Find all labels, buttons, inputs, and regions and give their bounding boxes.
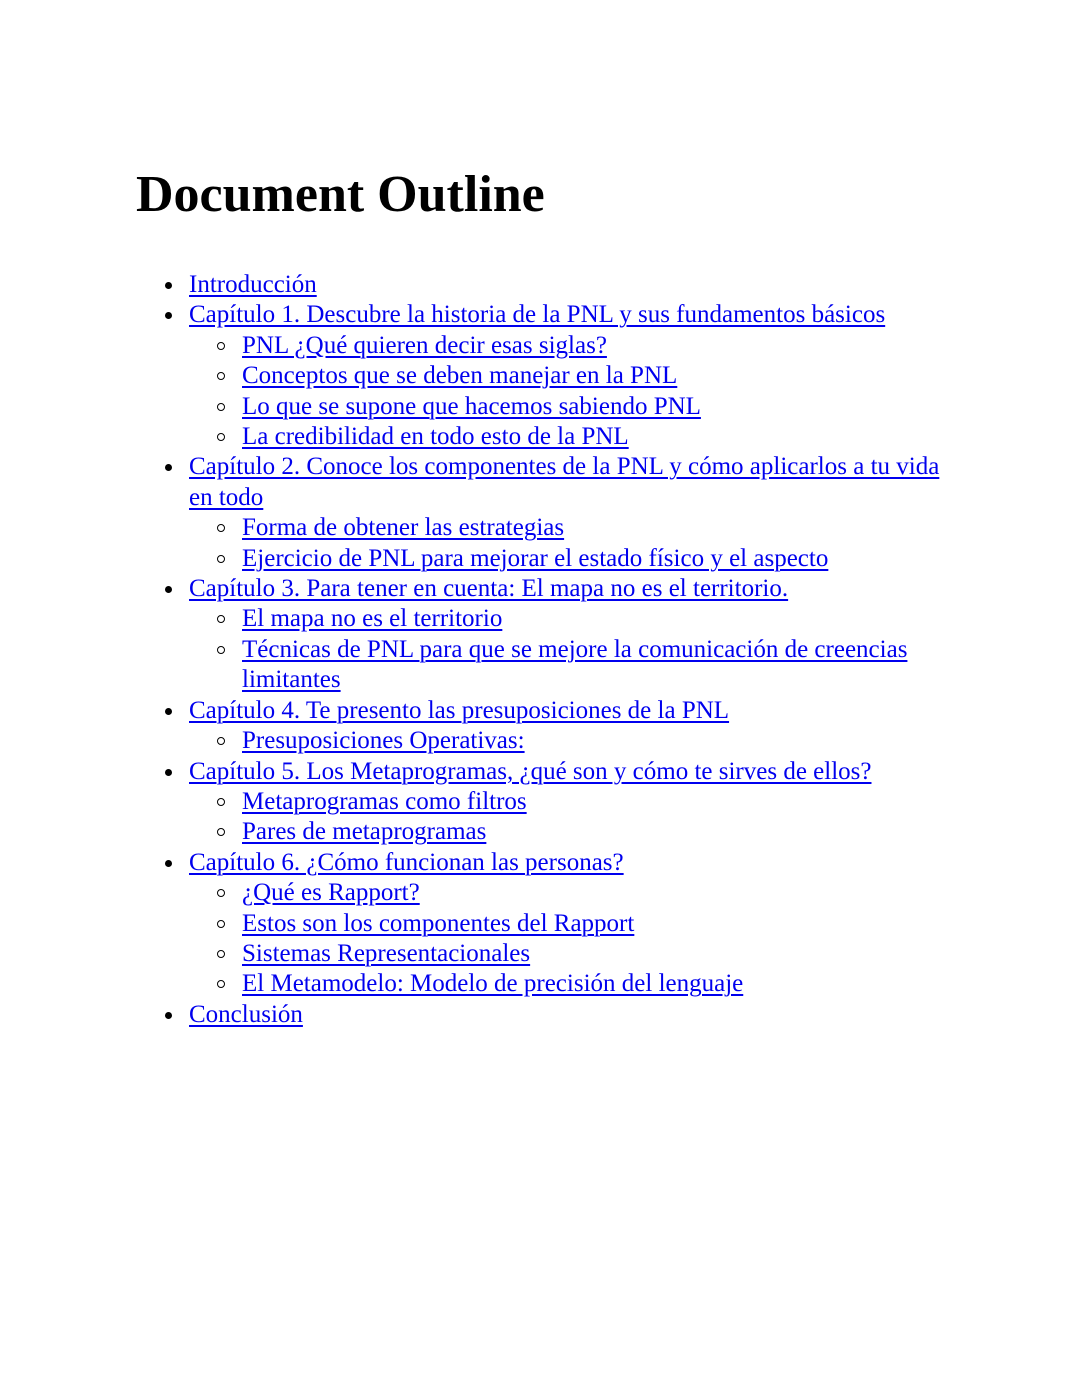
outline-subitem [189, 513, 956, 543]
outline-sublist [189, 787, 956, 848]
outline-link[interactable]: Capítulo 4. Te presento las presuposiciones de la PNL [189, 696, 730, 724]
outline-subitem [189, 361, 956, 391]
outline-sublink[interactable]: Forma de obtener las estrategias [242, 514, 565, 542]
outline-subitem [189, 726, 956, 756]
outline-item [136, 848, 956, 1000]
outline-subitem [189, 817, 956, 847]
outline-sublist [189, 513, 956, 574]
outline-subitem [189, 969, 956, 999]
outline-sublink[interactable]: PNL ¿Qué quieren decir esas siglas? [242, 331, 607, 359]
outline-subitem [189, 635, 956, 696]
outline-sublist [189, 726, 956, 756]
document-page [136, 160, 956, 1030]
outline-item [136, 300, 956, 452]
outline-subitem [189, 878, 956, 908]
outline-link[interactable]: Capítulo 1. Descubre la historia de la PNL y sus fundamentos básicos [189, 301, 886, 329]
outline-item [136, 452, 956, 574]
outline-list [136, 270, 956, 1030]
outline-sublist [189, 331, 956, 453]
outline-sublink[interactable]: El Metamodelo: Modelo de precisión del lenguaje [242, 970, 744, 998]
outline-item [136, 757, 956, 848]
outline-subitem [189, 604, 956, 634]
outline-sublink[interactable]: La credibilidad en todo esto de la PNL [242, 423, 629, 451]
outline-sublink[interactable]: El mapa no es el territorio [242, 605, 503, 633]
outline-subitem [189, 392, 956, 422]
outline-sublink[interactable]: Técnicas de PNL para que se mejore la comunicación de creencias limitantes [242, 635, 908, 694]
outline-sublink[interactable]: Ejercicio de PNL para mejorar el estado físico y el aspecto [242, 544, 829, 572]
outline-link[interactable]: Introducción [189, 271, 317, 298]
outline-link[interactable]: Capítulo 5. Los Metaprogramas, ¿qué son y cómo te sirves de ellos? [189, 757, 872, 785]
outline-sublink[interactable]: Presuposiciones Operativas: [242, 727, 525, 755]
outline-link[interactable]: Conclusión [189, 1000, 303, 1028]
outline-item [136, 1000, 956, 1030]
outline-item [136, 574, 956, 696]
outline-link[interactable]: Capítulo 3. Para tener en cuenta: El mapa no es el territorio. [189, 575, 789, 603]
outline-subitem [189, 544, 956, 574]
outline-subitem [189, 909, 956, 939]
outline-link[interactable]: Capítulo 2. Conoce los componentes de la PNL y cómo aplicarlos a tu vida en todo [189, 453, 940, 511]
outline-sublink[interactable]: Pares de metaprogramas [242, 818, 487, 846]
outline-sublist [189, 878, 956, 1000]
outline-sublink[interactable]: Metaprogramas como filtros [242, 787, 527, 815]
page-title: Document Outline [136, 166, 545, 223]
outline-item [136, 696, 956, 757]
outline-item [136, 270, 956, 300]
outline-sublink[interactable]: Lo que se supone que hacemos sabiendo PNL [242, 392, 701, 420]
outline-subitem [189, 787, 956, 817]
outline-subitem [189, 422, 956, 452]
outline-sublink[interactable]: Estos son los componentes del Rapport [242, 909, 635, 937]
outline-sublink[interactable]: Sistemas Representacionales [242, 939, 531, 967]
outline-sublink[interactable]: Conceptos que se deben manejar en la PNL [242, 362, 678, 390]
outline-subitem [189, 939, 956, 969]
outline-link[interactable]: Capítulo 6. ¿Cómo funcionan las personas? [189, 848, 624, 876]
outline-sublink[interactable]: ¿Qué es Rapport? [242, 879, 420, 907]
outline-sublist [189, 604, 956, 695]
outline-subitem [189, 331, 956, 361]
